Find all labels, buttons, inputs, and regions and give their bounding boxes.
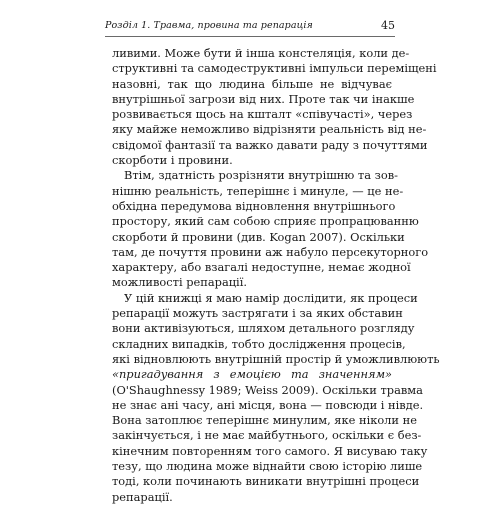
text-line: Втім, здатність розрізняти внутрішню та зов- bbox=[124, 168, 398, 183]
text-line: тезу, що людина може віднайти свою історію лише bbox=[112, 459, 423, 474]
text-line: репарації. bbox=[112, 489, 173, 504]
chapter-running-title: Розділ 1. Травма, провина та репарація bbox=[105, 20, 313, 31]
text-line: характеру, або взагалі недоступне, немає жодної bbox=[112, 260, 411, 275]
paragraph bbox=[112, 168, 429, 290]
text-line: тоді, коли починають виникати внутрішні процеси bbox=[112, 474, 420, 489]
text-line: обхідна передумова відновлення внутрішнього bbox=[112, 198, 396, 213]
text-line: ливими. Може бути й інша констеляція, коли де- bbox=[112, 46, 410, 60]
text-line: свідомої фантазії та важко давати раду з почуттями bbox=[112, 137, 428, 152]
text-line: структивні та самодеструктивні імпульси переміщені bbox=[112, 61, 437, 76]
text-line: внутрішньої загрози від них. Проте так чи інакше bbox=[112, 91, 415, 106]
text-line: скорботи й провини (див. Kogan 2007). Оскільки bbox=[112, 229, 405, 244]
paragraph bbox=[112, 290, 440, 505]
text-line: простору, який сам собою сприяє пропрацюванню bbox=[112, 214, 419, 229]
text-line: нішню реальність, теперішнє і минуле, — це не- bbox=[112, 183, 404, 198]
text-line: закінчується, і не має майбутнього, оскільки є без- bbox=[112, 428, 422, 443]
body-text bbox=[112, 46, 440, 505]
paragraph bbox=[112, 46, 437, 168]
text-line: там, де почуття провини аж набуло персекуторного bbox=[112, 244, 429, 259]
text-line: вони активізуються, шляхом детального розгляду bbox=[112, 321, 415, 336]
text-line: розвивається щось на кшталт «співучасті», через bbox=[112, 107, 413, 122]
text-line: назовні, так що людина більше не відчуває bbox=[112, 76, 392, 91]
text-line: Вона затоплює теперішнє минулим, яке ніколи не bbox=[112, 413, 417, 428]
page-number: 45 bbox=[381, 19, 395, 32]
text-line: У цій книжці я маю намір дослідити, як процеси bbox=[124, 290, 418, 305]
italic-quote-line: «пригадування з емоцією та значенням» bbox=[112, 367, 392, 382]
text-line: скорботи і провини. bbox=[112, 153, 233, 168]
text-line: можливості репарації. bbox=[112, 275, 247, 290]
running-header bbox=[105, 18, 395, 37]
text-line: яку майже неможливо відрізняти реальність від не- bbox=[112, 122, 427, 137]
text-line: складних випадків, тобто дослідження процесів, bbox=[112, 336, 406, 351]
text-line: не знає ані часу, ані місця, вона — повсюди і нівде. bbox=[112, 397, 424, 412]
text-line: які відновлюють внутрішній простір й уможливлюють bbox=[112, 351, 440, 366]
text-line: (O'Shaughnessy 1989; Weiss 2009). Оскільки травма bbox=[112, 382, 423, 397]
text-line: кінечним повторенням того самого. Я висуваю таку bbox=[112, 443, 428, 458]
text-line: репарації можуть застрягати і за яких обставин bbox=[112, 306, 403, 321]
